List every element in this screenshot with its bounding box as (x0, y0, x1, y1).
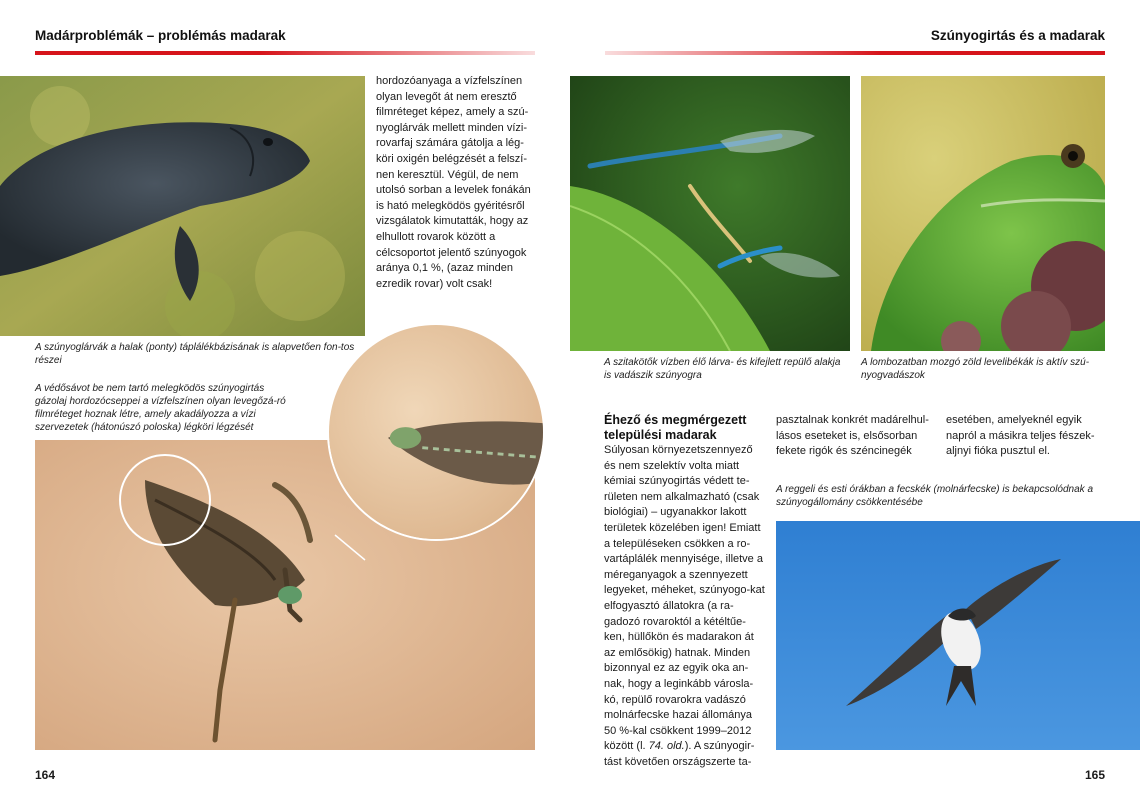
house-martin-photo (776, 521, 1140, 750)
caption-swallow: A reggeli és esti órákban a fecskék (molnárfecske) is bekapcsolódnak a szúnyogállomány csökkentésébe (776, 484, 1094, 508)
page-reference: 74. old. (648, 740, 685, 753)
caption-damselfly: A szitakötők vízben élő lárva- és kifejlett repülő alakja is vadászik szúnyogra (604, 357, 841, 381)
magnified-inset (327, 323, 545, 541)
page-number-left: 164 (35, 768, 56, 782)
right-running-header: Szúnyogirtás és a madarak (930, 28, 1105, 43)
caption-fish: A szúnyoglárvák a halak (ponty) táplálékbázisának is alapvetően fon-tos részei (35, 342, 355, 366)
tree-frog-photo (861, 76, 1105, 351)
article-column-1 (604, 413, 766, 770)
left-top-paragraph: hordozóanyaga a vízfelszínen olyan levegőt át nem eresztő filmréteget képez, amely a szú-nyoglárvák mellett minden vízi-rovarfaj számára gátolja a lég-köri oxigén belégzését a felszí-nen keresztül. Végül, de nem utolsó sorban a levelek fonákán is ható melegködös gyéritésről vizsgálatok kimutatták, hogy az elhullott rovarok között a célcsoportot jelentő szúnyogok aránya 0,1 %, (azaz minden ezredik rovar) volt csak! (376, 75, 531, 290)
column-1-text-end: ). A szúnyogir-tást követően országszerte ta- (604, 740, 755, 768)
left-running-header: Madárproblémák – problémás madarak (35, 28, 286, 43)
caption-frog: A lombozatban mozgó zöld levelibékák is aktív szú-nyogvadászok (861, 357, 1090, 381)
left-header-rule (35, 51, 535, 55)
damselfly-photo (570, 76, 850, 351)
article-column-2: pasztalnak konkrét madárelhul-lásos eseteket is, elsősorban fekete rigók és széncinegék (776, 414, 929, 458)
section-title: Éhező és megmérgezett települési madarak (604, 413, 747, 442)
caption-backswimmer: A védősávot be nem tartó melegködös szúnyogirtás gázolaj hordozócseppei a vízfelszínen olyan levegőzá-ró filmréteget hoznak létre, amely akadályozza a vízi szervezetek (hátonúszó poloska) légköri légzését (35, 383, 286, 433)
page-number-right: 165 (1084, 768, 1105, 782)
column-1-text: Súlyosan környezetszennyező és nem szelektív volta miatt kémiai szúnyogirtás védett te-rületen nem alkalmazható (csak biológiai) – ugyanakkor lakott területek közelében igen! Emiatt a településeken csökken a ro-vartáplálék mennyisége, illetve a méreganyagok a szennyezett legyeket, méheket, szúnyogo-kat elfogyasztó állatokra (a ra-gadozó rovaroktól a kétéltűe-ken, hüllőkön és madarakon át az emlősökig) hatnak. Minden bizonnyal ez az egyik oka an-nak, hogy a leginkább városla-kó, repülő rovarokra vadászó molnárfecske hazai állománya 50 %-kal csökkent 1999–2012 között (l. (604, 444, 765, 753)
right-header-rule (605, 51, 1105, 55)
carp-photo (0, 76, 365, 336)
article-column-3: esetében, amelyeknél egyik napról a másikra teljes fészek-aljnyi fióka pusztul el. (946, 414, 1095, 458)
